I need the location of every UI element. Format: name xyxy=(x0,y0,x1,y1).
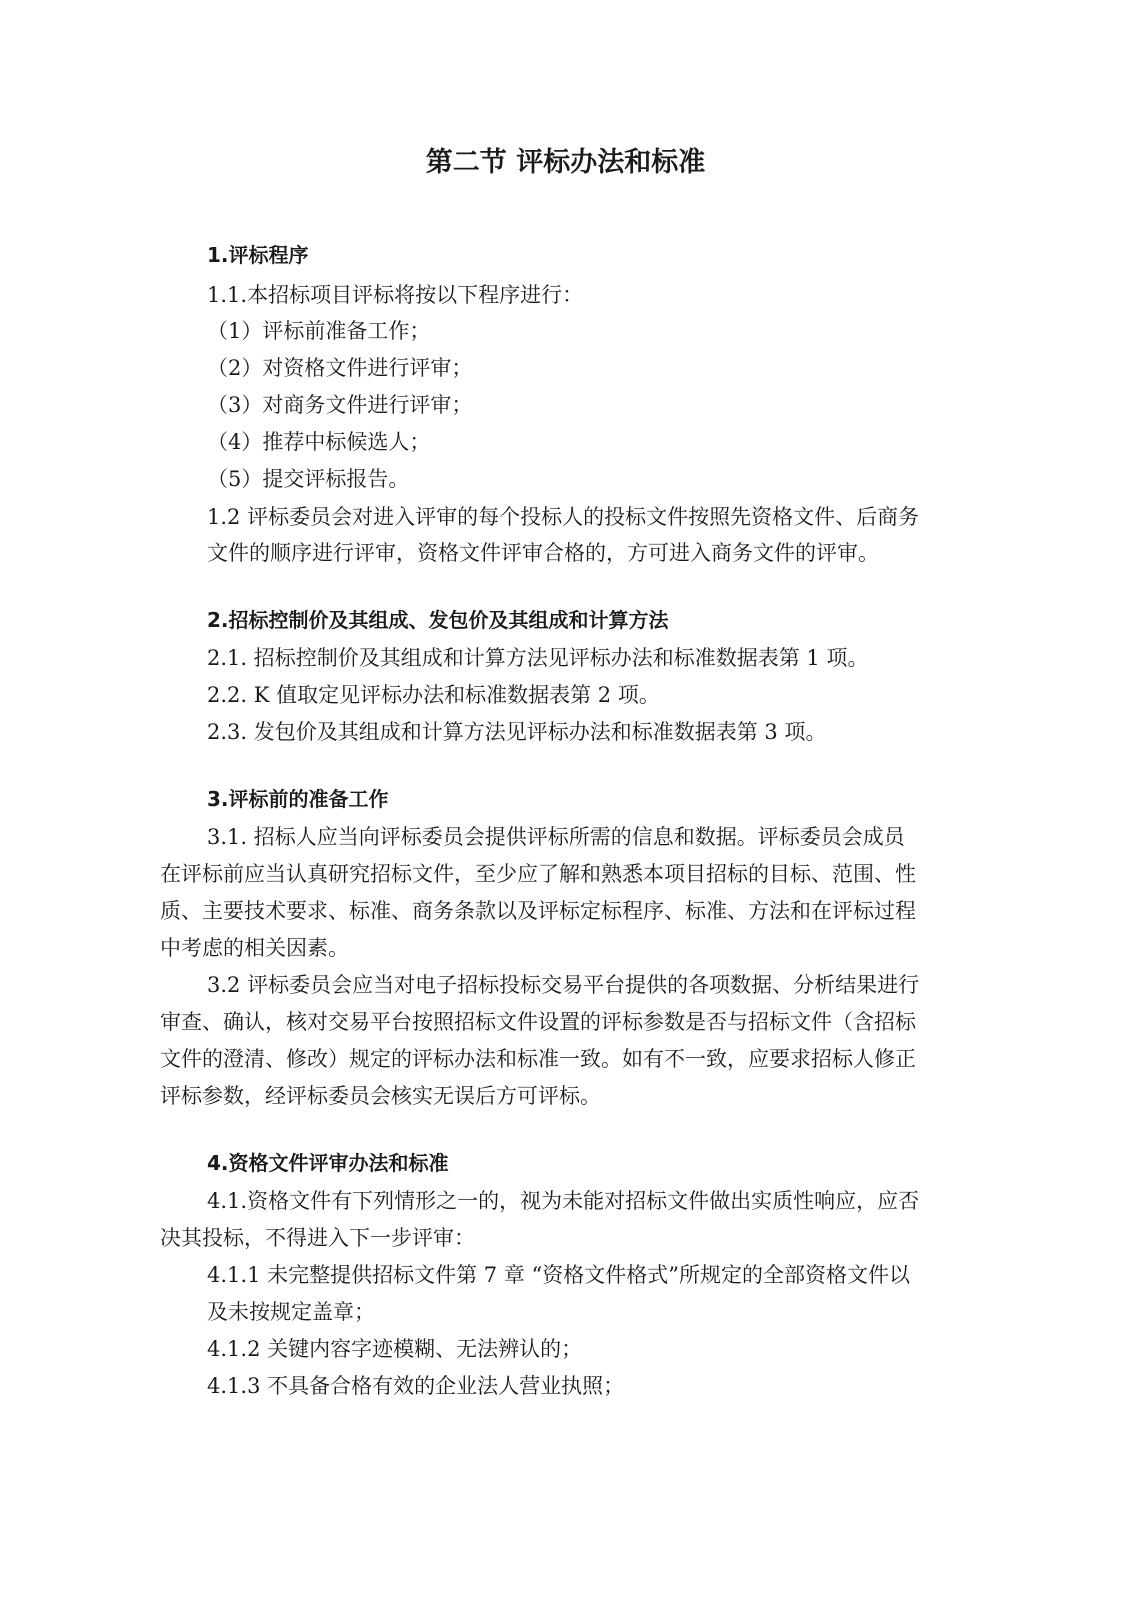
section-heading: 4.资格文件评审办法和标准 xyxy=(207,1151,449,1175)
paragraph-line: 2.2. K 值取定见评标办法和标准数据表第 2 项。 xyxy=(207,683,660,707)
section-heading: 1.评标程序 xyxy=(207,243,309,267)
paragraph-line: （1）评标前准备工作； xyxy=(207,319,431,343)
paragraph-line: 质、主要技术要求、标准、商务条款以及评标定标程序、标准、方法和在评标过程 xyxy=(160,899,916,923)
paragraph-line: 在评标前应当认真研究招标文件，至少应了解和熟悉本项目招标的目标、范围、性 xyxy=(160,862,916,886)
paragraph-line: （2）对资格文件进行评审； xyxy=(207,356,473,380)
paragraph-line: 1.1.本招标项目评标将按以下程序进行： xyxy=(207,283,584,307)
paragraph-line: 决其投标，不得进入下一步评审： xyxy=(160,1226,475,1250)
paragraph-line: （4）推荐中标候选人； xyxy=(207,430,431,454)
paragraph-line: 1.2 评标委员会对进入评审的每个投标人的投标文件按照先资格文件、后商务 xyxy=(207,505,920,529)
paragraph-line: 4.1.1 未完整提供招标文件第 7 章 “资格文件格式”所规定的全部资格文件以 xyxy=(207,1263,910,1287)
section-heading: 3.评标前的准备工作 xyxy=(207,787,389,811)
paragraph-line: 文件的澄清、修改）规定的评标办法和标准一致。如有不一致，应要求招标人修正 xyxy=(160,1047,916,1071)
page-title: 第二节 评标办法和标准 xyxy=(425,147,706,178)
paragraph-line: 评标参数，经评标委员会核实无误后方可评标。 xyxy=(160,1084,601,1108)
paragraph-line: （3）对商务文件进行评审； xyxy=(207,393,473,417)
paragraph-line: 4.1.3 不具备合格有效的企业法人营业执照； xyxy=(207,1374,625,1398)
paragraph-line: 4.1.2 关键内容字迹模糊、无法辨认的； xyxy=(207,1337,583,1361)
paragraph-line: 中考虑的相关因素。 xyxy=(160,936,349,960)
paragraph-line: 审查、确认，核对交易平台按照招标文件设置的评标参数是否与招标文件（含招标 xyxy=(160,1010,916,1034)
paragraph-line: 及未按规定盖章； xyxy=(207,1300,375,1324)
paragraph-line: 3.2 评标委员会应当对电子招标投标交易平台提供的各项数据、分析结果进行 xyxy=(207,973,920,997)
paragraph-line: 4.1.资格文件有下列情形之一的，视为未能对招标文件做出实质性响应，应否 xyxy=(207,1189,920,1213)
paragraph-line: （5）提交评标报告。 xyxy=(207,467,410,491)
section-heading: 2.招标控制价及其组成、发包价及其组成和计算方法 xyxy=(207,608,669,632)
paragraph-line: 文件的顺序进行评审，资格文件评审合格的，方可进入商务文件的评审。 xyxy=(207,541,879,565)
paragraph-line: 2.3. 发包价及其组成和计算方法见评标办法和标准数据表第 3 项。 xyxy=(207,720,827,744)
paragraph-line: 3.1. 招标人应当向评标委员会提供评标所需的信息和数据。评标委员会成员 xyxy=(207,825,905,849)
paragraph-line: 2.1. 招标控制价及其组成和计算方法见评标办法和标准数据表第 1 项。 xyxy=(207,646,869,670)
